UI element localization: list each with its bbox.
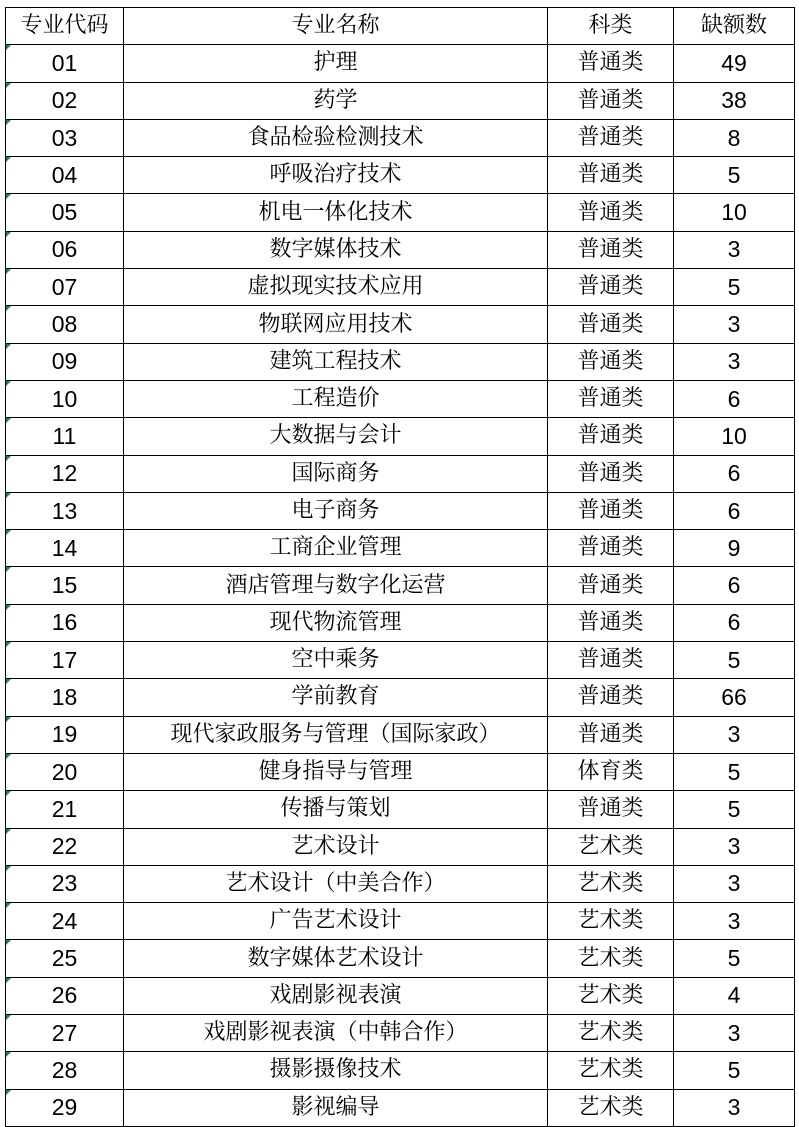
table-row xyxy=(6,1089,795,1126)
table-row xyxy=(6,157,795,194)
cell-vacancies: 10 xyxy=(674,418,795,455)
cell-name: 物联网应用技术 xyxy=(124,306,548,343)
cell-category: 普通类 xyxy=(548,82,674,119)
cell-category: 普通类 xyxy=(548,791,674,828)
cell-name: 数字媒体艺术设计 xyxy=(124,940,548,977)
table-row xyxy=(6,1052,795,1089)
cell-code: 07 xyxy=(6,269,124,306)
cell-category: 普通类 xyxy=(548,380,674,417)
table-row xyxy=(6,418,795,455)
cell-code: 02 xyxy=(6,82,124,119)
cell-code: 15 xyxy=(6,567,124,604)
cell-name: 艺术设计（中美合作） xyxy=(124,865,548,902)
cell-name: 影视编导 xyxy=(124,1089,548,1126)
cell-category: 普通类 xyxy=(548,492,674,529)
cell-category: 普通类 xyxy=(548,455,674,492)
cell-code: 08 xyxy=(6,306,124,343)
cell-vacancies: 3 xyxy=(674,343,795,380)
cell-category: 艺术类 xyxy=(548,977,674,1014)
cell-category: 普通类 xyxy=(548,679,674,716)
cell-vacancies: 3 xyxy=(674,306,795,343)
cell-vacancies: 38 xyxy=(674,82,795,119)
cell-code: 03 xyxy=(6,119,124,156)
cell-name: 摄影摄像技术 xyxy=(124,1052,548,1089)
table-row xyxy=(6,1015,795,1052)
cell-code: 18 xyxy=(6,679,124,716)
table-row xyxy=(6,865,795,902)
cell-name: 数字媒体技术 xyxy=(124,231,548,268)
table-row xyxy=(6,828,795,865)
cell-name: 呼吸治疗技术 xyxy=(124,157,548,194)
table-row xyxy=(6,530,795,567)
cell-vacancies: 6 xyxy=(674,455,795,492)
header-vacancies: 缺额数 xyxy=(674,8,795,45)
cell-code: 22 xyxy=(6,828,124,865)
cell-name: 学前教育 xyxy=(124,679,548,716)
cell-code: 09 xyxy=(6,343,124,380)
cell-vacancies: 6 xyxy=(674,380,795,417)
cell-category: 普通类 xyxy=(548,530,674,567)
cell-name: 大数据与会计 xyxy=(124,418,548,455)
table-row xyxy=(6,903,795,940)
cell-vacancies: 3 xyxy=(674,1089,795,1126)
cell-name: 药学 xyxy=(124,82,548,119)
table-row xyxy=(6,940,795,977)
cell-vacancies: 3 xyxy=(674,231,795,268)
cell-vacancies: 3 xyxy=(674,716,795,753)
cell-category: 普通类 xyxy=(548,716,674,753)
cell-category: 艺术类 xyxy=(548,1052,674,1089)
cell-code: 17 xyxy=(6,642,124,679)
cell-vacancies: 6 xyxy=(674,492,795,529)
cell-name: 机电一体化技术 xyxy=(124,194,548,231)
cell-code: 20 xyxy=(6,753,124,790)
table-row xyxy=(6,716,795,753)
cell-category: 普通类 xyxy=(548,604,674,641)
cell-name: 广告艺术设计 xyxy=(124,903,548,940)
cell-vacancies: 5 xyxy=(674,157,795,194)
table-row xyxy=(6,306,795,343)
cell-name: 电子商务 xyxy=(124,492,548,529)
cell-category: 艺术类 xyxy=(548,865,674,902)
table-row xyxy=(6,269,795,306)
vacancy-table-container xyxy=(5,7,795,1127)
cell-vacancies: 9 xyxy=(674,530,795,567)
cell-name: 健身指导与管理 xyxy=(124,753,548,790)
header-row xyxy=(6,8,795,45)
table-row xyxy=(6,791,795,828)
cell-name: 建筑工程技术 xyxy=(124,343,548,380)
cell-name: 工程造价 xyxy=(124,380,548,417)
table-row xyxy=(6,492,795,529)
cell-name: 戏剧影视表演 xyxy=(124,977,548,1014)
cell-name: 现代家政服务与管理（国际家政） xyxy=(124,716,548,753)
cell-vacancies: 3 xyxy=(674,865,795,902)
cell-name: 国际商务 xyxy=(124,455,548,492)
cell-code: 16 xyxy=(6,604,124,641)
table-row xyxy=(6,194,795,231)
cell-vacancies: 49 xyxy=(674,45,795,82)
table-row xyxy=(6,380,795,417)
cell-category: 艺术类 xyxy=(548,903,674,940)
cell-code: 06 xyxy=(6,231,124,268)
cell-code: 01 xyxy=(6,45,124,82)
cell-vacancies: 10 xyxy=(674,194,795,231)
table-row xyxy=(6,753,795,790)
cell-code: 12 xyxy=(6,455,124,492)
cell-code: 11 xyxy=(6,418,124,455)
cell-vacancies: 5 xyxy=(674,753,795,790)
table-row xyxy=(6,82,795,119)
cell-code: 27 xyxy=(6,1015,124,1052)
table-row xyxy=(6,455,795,492)
cell-vacancies: 5 xyxy=(674,642,795,679)
cell-category: 普通类 xyxy=(548,157,674,194)
cell-category: 普通类 xyxy=(548,269,674,306)
table-row xyxy=(6,679,795,716)
table-row xyxy=(6,604,795,641)
cell-category: 艺术类 xyxy=(548,940,674,977)
cell-vacancies: 8 xyxy=(674,119,795,156)
cell-code: 19 xyxy=(6,716,124,753)
cell-vacancies: 6 xyxy=(674,567,795,604)
cell-code: 25 xyxy=(6,940,124,977)
cell-vacancies: 66 xyxy=(674,679,795,716)
cell-name: 酒店管理与数字化运营 xyxy=(124,567,548,604)
cell-name: 空中乘务 xyxy=(124,642,548,679)
cell-category: 普通类 xyxy=(548,343,674,380)
cell-vacancies: 4 xyxy=(674,977,795,1014)
cell-category: 普通类 xyxy=(548,306,674,343)
cell-category: 普通类 xyxy=(548,231,674,268)
cell-name: 工商企业管理 xyxy=(124,530,548,567)
cell-vacancies: 5 xyxy=(674,269,795,306)
table-body xyxy=(6,45,795,1127)
cell-name: 食品检验检测技术 xyxy=(124,119,548,156)
table-row xyxy=(6,231,795,268)
cell-category: 普通类 xyxy=(548,194,674,231)
cell-name: 戏剧影视表演（中韩合作） xyxy=(124,1015,548,1052)
cell-code: 26 xyxy=(6,977,124,1014)
cell-category: 艺术类 xyxy=(548,1015,674,1052)
vacancy-table xyxy=(5,7,795,1127)
cell-name: 虚拟现实技术应用 xyxy=(124,269,548,306)
cell-vacancies: 5 xyxy=(674,940,795,977)
cell-category: 普通类 xyxy=(548,119,674,156)
header-code: 专业代码 xyxy=(6,8,124,45)
cell-category: 艺术类 xyxy=(548,828,674,865)
table-row xyxy=(6,45,795,82)
cell-code: 05 xyxy=(6,194,124,231)
cell-code: 29 xyxy=(6,1089,124,1126)
cell-category: 普通类 xyxy=(548,642,674,679)
cell-vacancies: 6 xyxy=(674,604,795,641)
cell-code: 14 xyxy=(6,530,124,567)
cell-code: 10 xyxy=(6,380,124,417)
cell-vacancies: 5 xyxy=(674,1052,795,1089)
table-row xyxy=(6,119,795,156)
cell-vacancies: 3 xyxy=(674,828,795,865)
cell-name: 护理 xyxy=(124,45,548,82)
cell-vacancies: 5 xyxy=(674,791,795,828)
cell-name: 传播与策划 xyxy=(124,791,548,828)
table-row xyxy=(6,343,795,380)
header-name: 专业名称 xyxy=(124,8,548,45)
table-row xyxy=(6,567,795,604)
table-row xyxy=(6,642,795,679)
cell-category: 普通类 xyxy=(548,567,674,604)
cell-vacancies: 3 xyxy=(674,1015,795,1052)
cell-code: 13 xyxy=(6,492,124,529)
cell-name: 现代物流管理 xyxy=(124,604,548,641)
table-row xyxy=(6,977,795,1014)
cell-code: 23 xyxy=(6,865,124,902)
cell-category: 普通类 xyxy=(548,418,674,455)
cell-category: 艺术类 xyxy=(548,1089,674,1126)
cell-code: 04 xyxy=(6,157,124,194)
cell-code: 28 xyxy=(6,1052,124,1089)
cell-code: 21 xyxy=(6,791,124,828)
cell-name: 艺术设计 xyxy=(124,828,548,865)
cell-category: 普通类 xyxy=(548,45,674,82)
header-category: 科类 xyxy=(548,8,674,45)
cell-code: 24 xyxy=(6,903,124,940)
cell-category: 体育类 xyxy=(548,753,674,790)
cell-vacancies: 3 xyxy=(674,903,795,940)
